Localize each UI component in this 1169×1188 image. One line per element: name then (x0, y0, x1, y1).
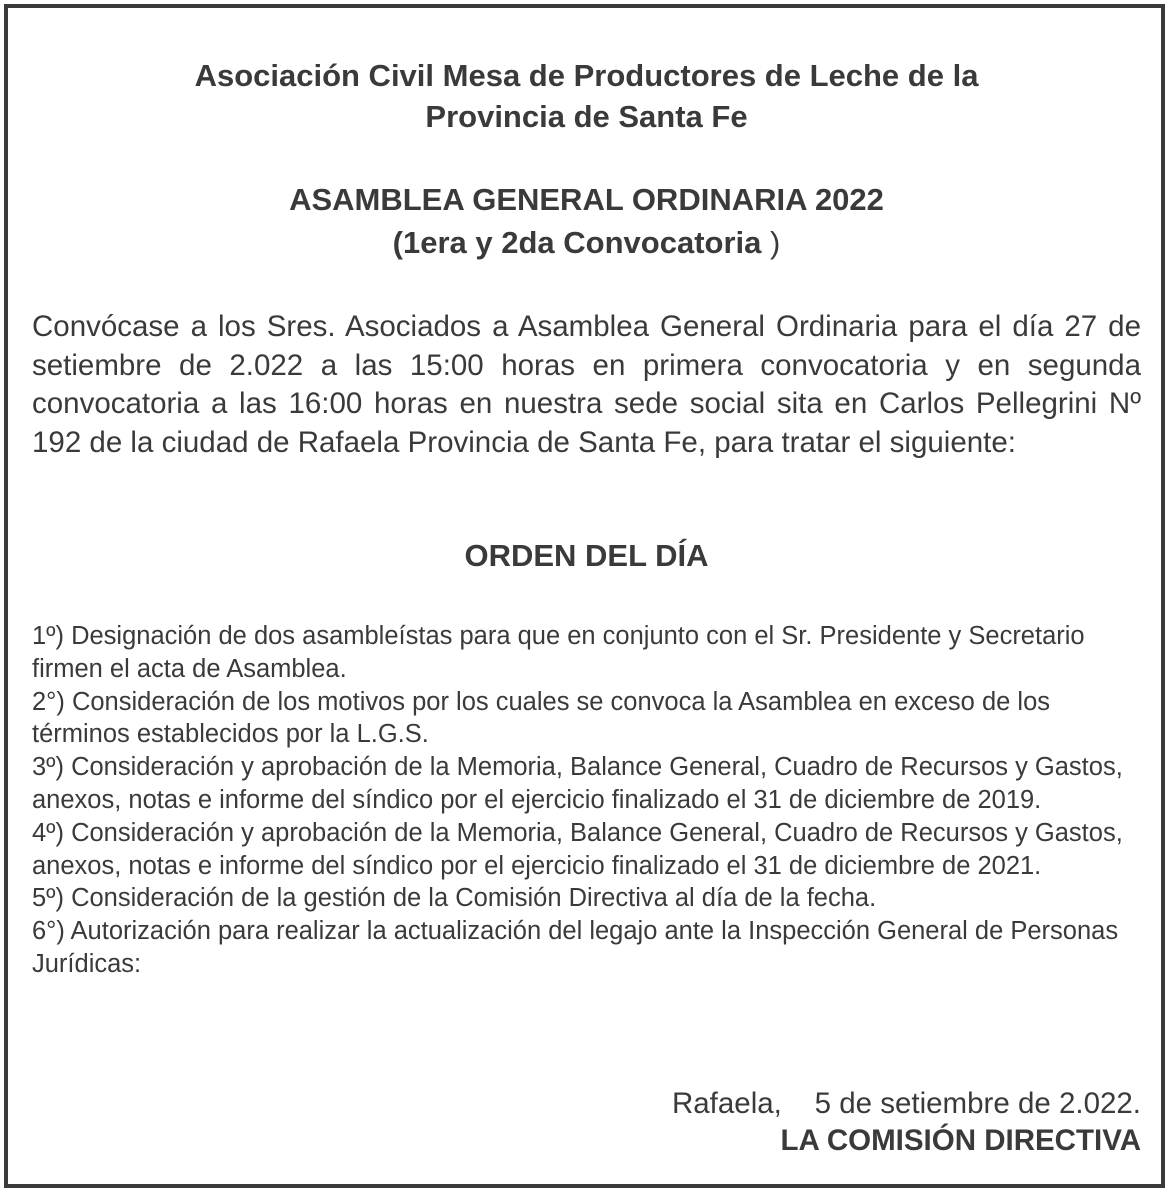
agenda-item-5: 5º) Consideración de la gestión de la Comisión Directiva al día de la fecha. (32, 884, 877, 913)
agenda-item-4: 4º) Consideración y aprobación de la Memoria, Balance General, Cuadro de Recursos y Gastos, anexos, notas e informe del síndico por el ejercicio finalizado el 31 de diciembre de 2021. (32, 818, 1123, 880)
order-of-day-title: ORDEN DEL DÍA (464, 538, 709, 573)
assembly-subtitle-close: ) (761, 225, 781, 260)
closing-block (32, 1085, 1141, 1159)
assembly-title (32, 178, 1141, 264)
assembly-subtitle: (1era y 2da Convocatoria (392, 225, 762, 260)
agenda-item-6: 6°) Autorización para realizar la actualización del legajo ante la Inspección General de Personas Jurídicas: (32, 917, 1119, 978)
notice-frame (4, 4, 1165, 1188)
agenda-item-3: 3º) Consideración y aprobación de la Memoria, Balance General, Cuadro de Recursos y Gastos, anexos, notas e informe del síndico por el ejercicio finalizado el 31 de diciembre de 2019. (32, 753, 1123, 814)
assembly-title-text: ASAMBLEA GENERAL ORDINARIA 2022 (289, 182, 884, 217)
agenda-item-2: 2°) Consideración de los motivos por los cuales se convoca la Asamblea en exceso de los términos establecidos por la L.G.S. (32, 687, 1050, 749)
agenda-list (32, 620, 1141, 981)
place-and-date: Rafaela, 5 de setiembre de 2.022. (671, 1087, 1141, 1120)
signature: LA COMISIÓN DIRECTIVA (780, 1124, 1141, 1157)
notice-content (32, 8, 1141, 1184)
organization-title-line1: Asociación Civil Mesa de Productores de Leche de la (194, 58, 979, 93)
agenda-item-1: 1º) Designación de dos asambleístas para que en conjunto con el Sr. Presidente y Secretario firmen el acta de Asamblea. (32, 622, 1085, 683)
organization-title-line2: Provincia de Santa Fe (425, 99, 748, 134)
convocation-paragraph: Convócase a los Sres. Asociados a Asamblea General Ordinaria para el día 27 de setiembre de 2.022 a las 15:00 horas en primera convocatoria y en segunda convocatoria a las 16:00 horas en nuestra sede social sita en Carlos Pellegrini Nº 192 de la ciudad de Rafaela Provincia de Santa Fe, para tratar el siguiente: (32, 310, 1141, 459)
organization-title (32, 55, 1141, 137)
